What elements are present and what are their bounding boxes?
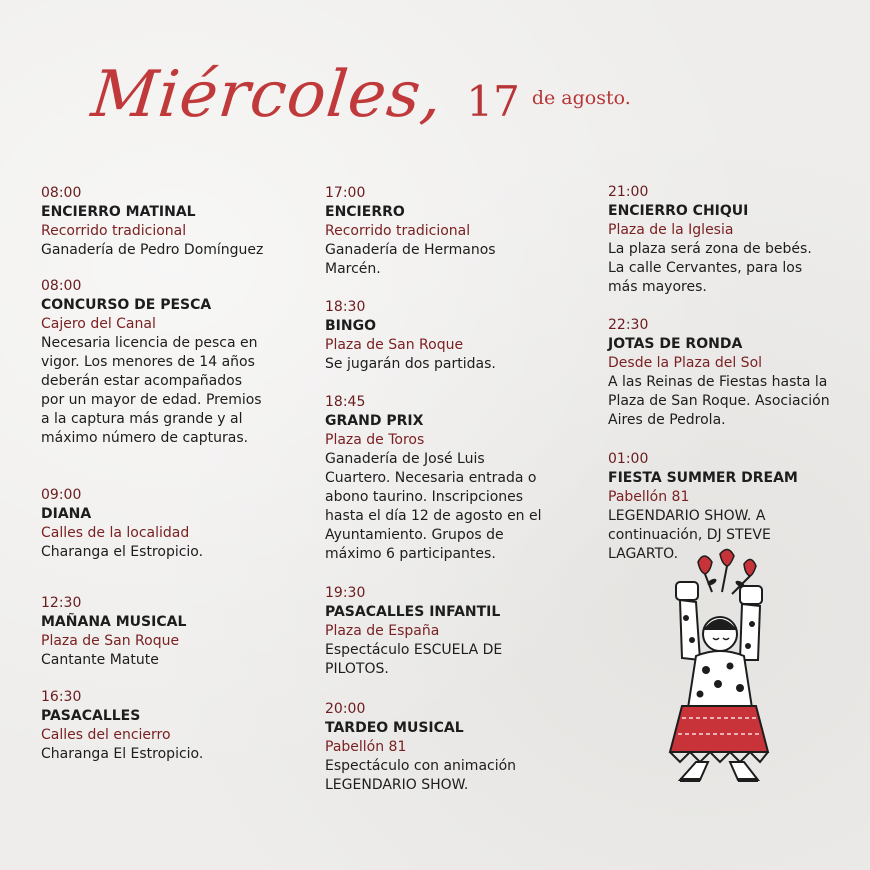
- event-place: Desde la Plaza del Sol: [608, 355, 763, 371]
- event-name: BINGO: [325, 318, 376, 334]
- title-month: de agosto.: [531, 87, 631, 109]
- event-time: 08:00: [41, 185, 82, 201]
- event-name: TARDEO MUSICAL: [325, 720, 464, 736]
- event-place: Calles de la localidad: [41, 525, 190, 541]
- event-desc: Necesaria licencia de pesca en vigor. Los menores de 14 años deberán estar acompañados por un mayor de edad. Premios a la captura más grande y al máximo número de capturas.: [41, 335, 262, 446]
- event-time: 08:00: [41, 278, 82, 294]
- event-time: 12:30: [41, 595, 82, 611]
- event-place: Plaza de España: [325, 623, 440, 639]
- event-place: Plaza de San Roque: [325, 337, 464, 353]
- title-day: Miércoles,: [88, 58, 447, 132]
- event-desc: Ganadería de José Luis Cuartero. Necesaria entrada o abono taurino. Inscripciones hasta el día 12 de agosto en el Ayuntamiento. Grupos de máximo 6 participantes.: [325, 451, 542, 562]
- event-place: Recorrido tradicional: [325, 223, 471, 239]
- event-bingo: [325, 298, 550, 374]
- event-name: ENCIERRO: [325, 204, 405, 220]
- event-place: Plaza de la Iglesia: [608, 222, 734, 238]
- event-encierro-matinal: [41, 184, 271, 260]
- event-desc: Charanga El Estropicio.: [41, 746, 204, 762]
- event-desc: Ganadería de Hermanos Marcén.: [325, 242, 496, 277]
- event-name: CONCURSO DE PESCA: [41, 297, 212, 313]
- event-name: GRAND PRIX: [325, 413, 424, 429]
- event-time: 22:30: [608, 317, 649, 333]
- event-place: Plaza de Toros: [325, 432, 425, 448]
- event-encierro-chiqui: [608, 183, 818, 297]
- event-name: ENCIERRO MATINAL: [41, 204, 196, 220]
- event-time: 17:00: [325, 185, 366, 201]
- event-name: MAÑANA MUSICAL: [41, 614, 187, 630]
- event-name: PASACALLES: [41, 708, 141, 724]
- event-place: Plaza de San Roque: [41, 633, 180, 649]
- dancer-with-flowers-icon: [660, 548, 778, 788]
- event-desc: Cantante Matute: [41, 652, 159, 668]
- event-pasacalles-infantil: [325, 584, 525, 679]
- event-desc: Ganadería de Pedro Domínguez: [41, 242, 264, 258]
- title-day-number: 17: [466, 77, 520, 126]
- event-name: PASACALLES INFANTIL: [325, 604, 501, 620]
- event-time: 19:30: [325, 585, 366, 601]
- event-time: 01:00: [608, 451, 649, 467]
- event-name: FIESTA SUMMER DREAM: [608, 470, 798, 486]
- event-pasacalles: [41, 688, 271, 764]
- event-time: 20:00: [325, 701, 366, 717]
- event-place: Pabellón 81: [608, 489, 690, 505]
- event-jotas-ronda: [608, 316, 833, 430]
- event-encierro: [325, 184, 525, 279]
- event-time: 16:30: [41, 689, 82, 705]
- event-name: DIANA: [41, 506, 92, 522]
- event-manana-musical: [41, 594, 271, 670]
- event-time: 21:00: [608, 184, 649, 200]
- event-desc: LEGENDARIO SHOW. A continuación, DJ STEVE LAGARTO.: [608, 508, 771, 562]
- event-desc: Se jugarán dos partidas.: [325, 356, 496, 372]
- event-name: ENCIERRO CHIQUI: [608, 203, 749, 219]
- event-desc: Espectáculo ESCUELA DE PILOTOS.: [325, 642, 503, 677]
- event-desc: A las Reinas de Fiestas hasta la Plaza de San Roque. Asociación Aires de Pedrola.: [608, 374, 830, 428]
- event-diana: [41, 486, 271, 562]
- event-desc: Charanga el Estropicio.: [41, 544, 204, 560]
- event-place: Calles del encierro: [41, 727, 171, 743]
- event-place: Recorrido tradicional: [41, 223, 187, 239]
- event-concurso-pesca: [41, 277, 266, 448]
- event-time: 09:00: [41, 487, 82, 503]
- event-desc: Espectáculo con animación LEGENDARIO SHOW.: [325, 758, 517, 793]
- event-name: JOTAS DE RONDA: [608, 336, 743, 352]
- event-time: 18:45: [325, 394, 366, 410]
- event-grand-prix: [325, 393, 550, 564]
- page-title: [88, 58, 631, 148]
- event-desc: La plaza será zona de bebés. La calle Cervantes, para los más mayores.: [608, 241, 812, 295]
- event-fiesta-summer-dream: [608, 450, 808, 564]
- event-place: Pabellón 81: [325, 739, 407, 755]
- event-place: Cajero del Canal: [41, 316, 156, 332]
- event-tardeo-musical: [325, 700, 525, 795]
- event-time: 18:30: [325, 299, 366, 315]
